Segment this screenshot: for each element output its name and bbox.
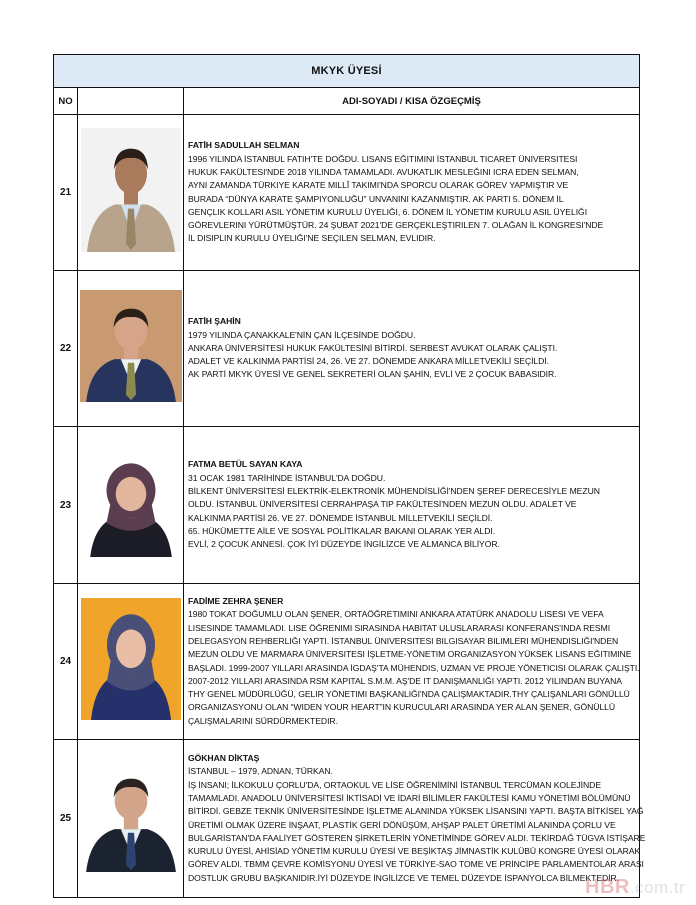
table-row [54, 271, 639, 427]
watermark-suffix: .com.tr [629, 878, 686, 897]
bio-line: 65. HÜKÜMETTE AİLE VE SOSYAL POLİTİKALAR BAKANI OLARAK YER ALDI. [188, 525, 496, 536]
bio-line: ORGANIZASYONU OLAN “WIDEN YOUR HEART”IN KURUCULARI ARASINDA YER ALAN ŞENER, GÖNÜLLÜ [188, 702, 616, 713]
bio-line: GÖREV ALDI. TBMM ÇEVRE KOMİSYONU ÜYESİ VE TÜRKİYE-SAO TOME VE PRİNCİPE PARLAMENTOLAR ARASI [188, 859, 644, 870]
bio-line: BULGARİSTAN'DA FAALİYET GÖSTEREN ŞİRKETLERİN YÖNETİMİNDE GÖREV ALDI. TEKİRDAĞ TÜGVA İSTİŞARE [188, 832, 646, 843]
photo-cell [78, 427, 184, 583]
bio-line: EVLİ, 2 ÇOCUK ANNESİ. ÇOK İYİ DÜZEYDE İNGİLİZCE VE ALMANCA BİLİYOR. [188, 539, 500, 550]
table-row [54, 115, 639, 271]
member-photo [81, 598, 181, 725]
bio-line: 2007-2012 YILLARI ARASINDA RSM KAPITAL S.M.M. AŞ'DE IT DANIŞMANLIĞI YAPTI. 2012 YILINDAN BUYANA [188, 675, 622, 686]
bio-line: GÖREVLERINI YÜRÜTMÜŞTÜR. 24 ŞUBAT 2021'DE GERÇEKLEŞTIRILEN 7. OLAĞAN İL KONGRESI'NDE [188, 220, 604, 231]
table-header-row [54, 88, 639, 115]
bio-line: OLDU. İSTANBUL ÜNİVERSİTESİ CERRAHPAŞA TIP FAKÜLTESİ'NDEN MEZUN OLDU. ADALET VE [188, 499, 577, 510]
bio-line: BİLKENT ÜNİVERSİTESİ ELEKTRİK-ELEKTRONİK MÜHENDİSLİĞİ'NDEN ŞEREF DERECESİYLE MEZUN [188, 486, 600, 497]
member-name: FATİH SADULLAH SELMAN [188, 140, 300, 151]
bio-line: 1980 TOKAT DOĞUMLU OLAN ŞENER, ORTAÖĞRETIMINI ANKARA ATATÜRK ANADOLU LISESI VE VEFA [188, 609, 604, 620]
header-no: NO [54, 88, 78, 114]
table-row [54, 584, 639, 740]
member-photo [80, 449, 182, 562]
bio-line: THY GENEL MÜDÜRLÜĞÜ, GELIR YÖNETIMI BAŞKANLIĞI'NDA ÇALIŞMAKTADIR.THY ÇALIŞANLARI GÖNÜLLÜ [188, 689, 630, 700]
bio-cell [184, 427, 639, 583]
header-photo [78, 88, 184, 114]
bio-line: 1979 YILINDA ÇANAKKALE'NİN ÇAN İLÇESİNDE DOĞDU. [188, 329, 416, 340]
bio-cell [184, 271, 639, 426]
bio-line: 31 OCAK 1981 TARİHİNDE İSTANBUL'DA DOĞDU. [188, 472, 386, 483]
row-number: 21 [54, 115, 78, 270]
bio-line: İSTANBUL – 1979, ADNAN, TÜRKAN. [188, 766, 333, 777]
table-row [54, 740, 646, 897]
bio-line: BAŞLADI. 1999-2007 YILLARI ARASINDA İGDAŞ'TA MÜHENDIS, UZMAN VE PROJE YÖNETICISI OLARAK ÇALIŞTI. [188, 662, 640, 673]
bio-line: ÇALIŞMALARINI SÜRDÜRMEKTEDIR. [188, 715, 338, 726]
bio-text [188, 752, 645, 885]
bio-line: DELEGASYON REHBERLIĞI YAPTI. İSTANBUL ÜNIVERSITESI BILGISAYAR BILIMLERI MÜHENDISLIĞI'NDEN [188, 635, 619, 646]
bio-line: KALKINMA PARTİSİ 26. VE 27. DÖNEMDE İSTANBUL MİLLETVEKİLİ SEÇİLDİ. [188, 512, 493, 523]
row-number: 23 [54, 427, 78, 583]
bio-line: LISESINDE TAMAMLADI. LISE ÖĞRENIMI SIRASINDA HABITAT ULUSLARARASI KONFERANS'INDA RESMI [188, 622, 611, 633]
bio-text [188, 315, 557, 381]
photo-cell [78, 115, 184, 270]
bio-line: KURULU ÜYESİ, AHİSİAD YÖNETİM KURULU ÜYESİ VE BEŞİKTAŞ JİMNASTİK KULÜBÜ KONGRE ÜYESİ OLARAK [188, 846, 641, 857]
member-name: FATMA BETÜL SAYAN KAYA [188, 459, 303, 470]
bio-text [188, 595, 640, 728]
bio-line: ADALET VE KALKINMA PARTİSİ 24, 26. VE 27. DÖNEMDE ANKARA MİLLETVEKİLİ SEÇİLDİ. [188, 356, 549, 367]
photo-cell [78, 584, 184, 739]
hbr-watermark [585, 876, 685, 899]
header-bio: ADI-SOYADI / KISA ÖZGEÇMİŞ [342, 95, 481, 107]
bio-line: MEZUN OLDU VE MARMARA ÜNIVERSITESI İŞLETME-YÖNETIM ORGANIZASYON YÜKSEK LISANS EĞITIMINE [188, 649, 632, 660]
table-body [54, 115, 646, 897]
member-name: FADİME ZEHRA ŞENER [188, 596, 284, 607]
bio-text [188, 139, 603, 245]
member-name: FATİH ŞAHİN [188, 316, 241, 327]
row-number: 25 [54, 740, 78, 897]
bio-line: AYNI ZAMANDA TÜRKIYE KARATE MILLÎ TAKIMI'NDA SPORCU OLARAK GÖREV YAPMIŞTIR VE [188, 180, 569, 191]
member-name: GÖKHAN DİKTAŞ [188, 753, 260, 764]
table-row [54, 427, 639, 584]
bio-line: GENÇLIK KOLLARI ASIL YÖNETIM KURULU ÜYELIĞI, 6. DÖNEM İL YÖNETIM KURULU ASIL ÜYELIĞI [188, 206, 588, 217]
table-title: MKYK ÜYESİ [54, 55, 639, 88]
bio-cell [184, 740, 649, 897]
member-photo [80, 760, 182, 877]
bio-line: İL DISIPLIN KURULU ÜYELIĞI'NE SEÇILEN SELMAN, EVLIDIR. [188, 233, 436, 244]
photo-cell [78, 271, 184, 426]
bio-line: 1996 YILINDA İSTANBUL FATIH'TE DOĞDU. LISANS EĞITIMINI İSTANBUL TICARET ÜNIVERSITESI [188, 153, 578, 164]
bio-line: ÜRETİMİ OLMAK ÜZERE İNŞAAT, PLASTİK GERİ DÖNÜŞÜM, AHŞAP PALET ÜRETİMİ ALANINDA ÇORLU VE [188, 819, 616, 830]
bio-line: DOSTLUK GRUBU BAŞKANIDIR.İYİ DÜZEYDE İNGİLİZCE VE TEMEL DÜZEYDE İSPANYOLCA BİLMEKTEDİR. [188, 872, 620, 883]
bio-line: İŞ İNSANI; İLKOKULU ÇORLU'DA, ORTAOKUL VE LİSE ÖĞRENİMİNİ İSTANBUL TERCÜMAN KOLEJİNDE [188, 779, 602, 790]
mkyk-members-table [53, 54, 646, 898]
bio-line: AK PARTİ MKYK ÜYESİ VE GENEL SEKRETERİ OLAN ŞAHİN, EVLİ VE 2 ÇOCUK BABASIDIR. [188, 369, 557, 380]
photo-cell [78, 740, 184, 897]
bio-text [188, 458, 600, 551]
member-photo [80, 290, 182, 407]
bio-line: HUKUK FAKÜLTESI'NDE 2018 YILINDA TAMAMLADI. AVUKATLIK MESLEĞINI ICRA EDEN SELMAN, [188, 166, 579, 177]
watermark-brand: HBR [585, 876, 630, 898]
bio-line: ANKARA ÜNİVERSİTESİ HUKUK FAKÜLTESİNİ BİTİRDİ. SERBEST AVUKAT OLARAK ÇALIŞTI. [188, 342, 558, 353]
row-number: 24 [54, 584, 78, 739]
bio-cell [184, 584, 644, 739]
bio-cell [184, 115, 639, 270]
bio-line: BURADA “DÜNYA KARATE ŞAMPIYONLUĞU” UNVANINI KAZANMIŞTIR. AK PARTI 5. DÖNEM İL [188, 193, 564, 204]
row-number: 22 [54, 271, 78, 426]
bio-line: BİTİRDİ. GEBZE TEKNİK ÜNİVERSİTESİNDE İŞLETME ALANINDA YÜKSEK LİSANSINI YAPTI. BAŞTA BİTKİSEL YAĞ [188, 806, 644, 817]
member-photo [81, 128, 181, 257]
bio-line: TAMAMLADI. ANADOLU ÜNİVERSİTESİ İKTİSADİ VE İDARİ BİLİMLER FAKÜLTESİ KAMU YÖNETİMİ BÖLÜMÜNÜ [188, 792, 631, 803]
